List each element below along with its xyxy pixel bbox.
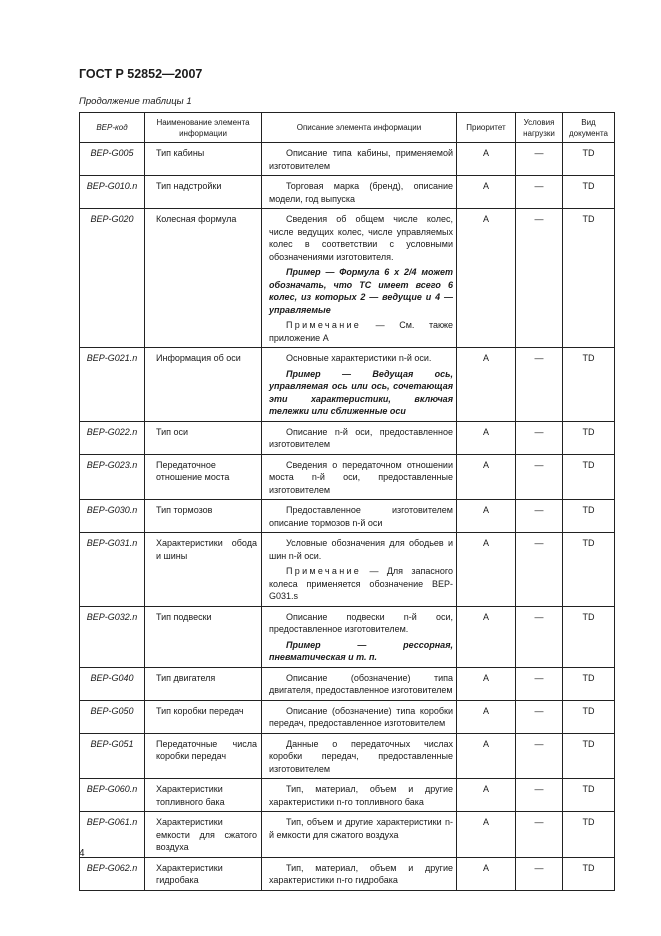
description-text: Предоставленное изготовителем описание тормозов n-й оси [269, 505, 453, 528]
table-row [80, 143, 615, 176]
priority-cell: A [457, 176, 516, 209]
example-text: Пример — Формула 6 х 2/4 может обозначать, что ТС имеет всего 6 колес, из которых 2 — ведущие и 4 — управляемые [269, 267, 453, 315]
table-row [80, 667, 615, 700]
bep-code-cell: BEP-G030.n [80, 500, 145, 533]
example-text: Пример — Ведущая ось, управляемая ось или ось, сочетающая эти характеристики, включая тележки или сближенные оси [269, 368, 453, 416]
note-text [269, 319, 453, 344]
description-text: Сведения о передаточном отношении моста n-й оси, предоставленные изготовителем [269, 459, 453, 495]
load-conditions-cell: — [516, 606, 563, 667]
priority-cell: A [457, 733, 516, 779]
load-conditions-cell: — [516, 176, 563, 209]
element-name-cell: Колесная формула [145, 209, 262, 348]
document-type-cell: TD [563, 812, 615, 858]
description-cell [262, 209, 457, 348]
note-label: Примечание [286, 566, 362, 576]
table-row [80, 700, 615, 733]
priority-cell: A [457, 812, 516, 858]
description-text: Тип, материал, объем и другие характеристики n-го топливного бака [269, 784, 453, 807]
description-text: Описание типа кабины, применяемой изготовителем [269, 148, 453, 171]
priority-cell: A [457, 700, 516, 733]
load-conditions-cell: — [516, 667, 563, 700]
document-type-cell: TD [563, 533, 615, 607]
priority-cell: A [457, 533, 516, 607]
document-type-cell: TD [563, 779, 615, 812]
table-row [80, 421, 615, 454]
load-conditions-cell: — [516, 812, 563, 858]
table-row [80, 533, 615, 607]
page-number: 4 [79, 848, 85, 859]
note-body: — Для запасного колеса применяется обозначение BEP-G031.s [269, 566, 453, 601]
column-header-priority: Приоритет [457, 113, 516, 143]
note-text [269, 565, 453, 603]
load-conditions-cell: — [516, 533, 563, 607]
column-header-name: Наименование элемента информации [145, 113, 262, 143]
description-text: Описание подвески n-й оси, предоставленное изготовителем. [269, 611, 453, 634]
bep-code-cell: BEP-G031.n [80, 533, 145, 607]
bep-code-cell: BEP-G040 [80, 667, 145, 700]
table-row [80, 500, 615, 533]
element-name-cell: Характеристики топливного бака [145, 779, 262, 812]
load-conditions-cell: — [516, 348, 563, 422]
bep-code-cell: BEP-G051 [80, 733, 145, 779]
table-row [80, 857, 615, 890]
description-cell [262, 454, 457, 500]
load-conditions-cell: — [516, 421, 563, 454]
description-cell [262, 500, 457, 533]
table-row [80, 733, 615, 779]
document-type-cell: TD [563, 454, 615, 500]
element-name-cell: Характеристики обода и шины [145, 533, 262, 607]
document-type-cell: TD [563, 209, 615, 348]
table-header-row [80, 113, 615, 143]
bep-code-cell: BEP-G061.n [80, 812, 145, 858]
bep-code-cell: BEP-G021.n [80, 348, 145, 422]
description-cell [262, 733, 457, 779]
element-name-cell: Характеристики гидробака [145, 857, 262, 890]
element-name-cell: Тип тормозов [145, 500, 262, 533]
description-cell [262, 700, 457, 733]
description-cell [262, 533, 457, 607]
description-cell [262, 667, 457, 700]
description-cell [262, 857, 457, 890]
priority-cell: A [457, 421, 516, 454]
priority-cell: A [457, 454, 516, 500]
document-type-cell: TD [563, 176, 615, 209]
description-text: Сведения об общем числе колес, числе ведущих колес, числе управляемых колес в соответствии с условными обозначениями изготовителя. [269, 214, 453, 262]
column-header-code: BEP-код [80, 113, 145, 143]
document-type-cell: TD [563, 700, 615, 733]
description-cell [262, 348, 457, 422]
description-text: Описание (обозначение) типа коробки передач, предоставленное изготовителем [269, 705, 453, 728]
description-cell [262, 812, 457, 858]
document-header: ГОСТ Р 52852—2007 [79, 67, 203, 81]
bep-code-cell: BEP-G050 [80, 700, 145, 733]
note-body: — См. также приложение А [269, 320, 453, 343]
description-cell [262, 176, 457, 209]
table-row [80, 348, 615, 422]
table-caption: Продолжение таблицы 1 [79, 96, 192, 107]
bep-code-cell: BEP-G020 [80, 209, 145, 348]
note-label: Примечание [286, 320, 362, 330]
element-name-cell: Тип подвески [145, 606, 262, 667]
column-header-document-type: Вид документа [563, 113, 615, 143]
element-name-cell: Информация об оси [145, 348, 262, 422]
priority-cell: A [457, 143, 516, 176]
document-type-cell: TD [563, 733, 615, 779]
description-text: Основные характеристики n-й оси. [286, 353, 432, 363]
element-name-cell: Передаточные числа коробки передач [145, 733, 262, 779]
table-row [80, 779, 615, 812]
column-header-load-conditions: Условия нагрузки [516, 113, 563, 143]
load-conditions-cell: — [516, 700, 563, 733]
element-name-cell: Передаточное отношение моста [145, 454, 262, 500]
bep-table [79, 112, 615, 891]
document-type-cell: TD [563, 606, 615, 667]
document-type-cell: TD [563, 421, 615, 454]
description-cell [262, 779, 457, 812]
priority-cell: A [457, 667, 516, 700]
element-name-cell: Тип двигателя [145, 667, 262, 700]
priority-cell: A [457, 606, 516, 667]
load-conditions-cell: — [516, 500, 563, 533]
document-type-cell: TD [563, 667, 615, 700]
element-name-cell: Тип надстройки [145, 176, 262, 209]
table-row [80, 209, 615, 348]
load-conditions-cell: — [516, 209, 563, 348]
table-row [80, 812, 615, 858]
table-row [80, 176, 615, 209]
load-conditions-cell: — [516, 779, 563, 812]
element-name-cell: Тип кабины [145, 143, 262, 176]
document-type-cell: TD [563, 348, 615, 422]
element-name-cell: Тип оси [145, 421, 262, 454]
table-body [80, 143, 615, 891]
bep-code-cell: BEP-G062.n [80, 857, 145, 890]
priority-cell: A [457, 779, 516, 812]
column-header-description: Описание элемента информации [262, 113, 457, 143]
element-name-cell: Характеристики емкости для сжатого воздуха [145, 812, 262, 858]
description-text: Описание n-й оси, предоставленное изготовителем [269, 426, 453, 449]
bep-code-cell: BEP-G060.n [80, 779, 145, 812]
description-text: Тип, материал, объем и другие характеристики n-го гидробака [269, 862, 453, 885]
element-name-cell: Тип коробки передач [145, 700, 262, 733]
document-type-cell: TD [563, 500, 615, 533]
document-type-cell: TD [563, 143, 615, 176]
bep-code-cell: BEP-G010.n [80, 176, 145, 209]
priority-cell: A [457, 348, 516, 422]
load-conditions-cell: — [516, 143, 563, 176]
description-text: Торговая марка (бренд), описание модели, год выпуска [269, 181, 453, 204]
example-text: Пример — рессорная, пневматическая и т. п. [269, 639, 453, 662]
load-conditions-cell: — [516, 733, 563, 779]
description-cell [262, 421, 457, 454]
load-conditions-cell: — [516, 454, 563, 500]
description-text: Данные о передаточных числах коробки передач, предоставленные изготовителем [269, 738, 453, 774]
priority-cell: A [457, 209, 516, 348]
description-text: Условные обозначения для ободьев и шин n-й оси. [269, 538, 453, 561]
priority-cell: A [457, 857, 516, 890]
bep-code-cell: BEP-G032.n [80, 606, 145, 667]
bep-code-cell: BEP-G005 [80, 143, 145, 176]
description-text: Тип, объем и другие характеристики n-й емкости для сжатого воздуха [269, 817, 453, 840]
bep-code-cell: BEP-G023.n [80, 454, 145, 500]
description-text: Описание (обозначение) типа двигателя, предоставленное изготовителем [269, 672, 453, 695]
bep-code-cell: BEP-G022.n [80, 421, 145, 454]
table-row [80, 606, 615, 667]
document-type-cell: TD [563, 857, 615, 890]
load-conditions-cell: — [516, 857, 563, 890]
description-cell [262, 606, 457, 667]
description-cell [262, 143, 457, 176]
table-row [80, 454, 615, 500]
priority-cell: A [457, 500, 516, 533]
